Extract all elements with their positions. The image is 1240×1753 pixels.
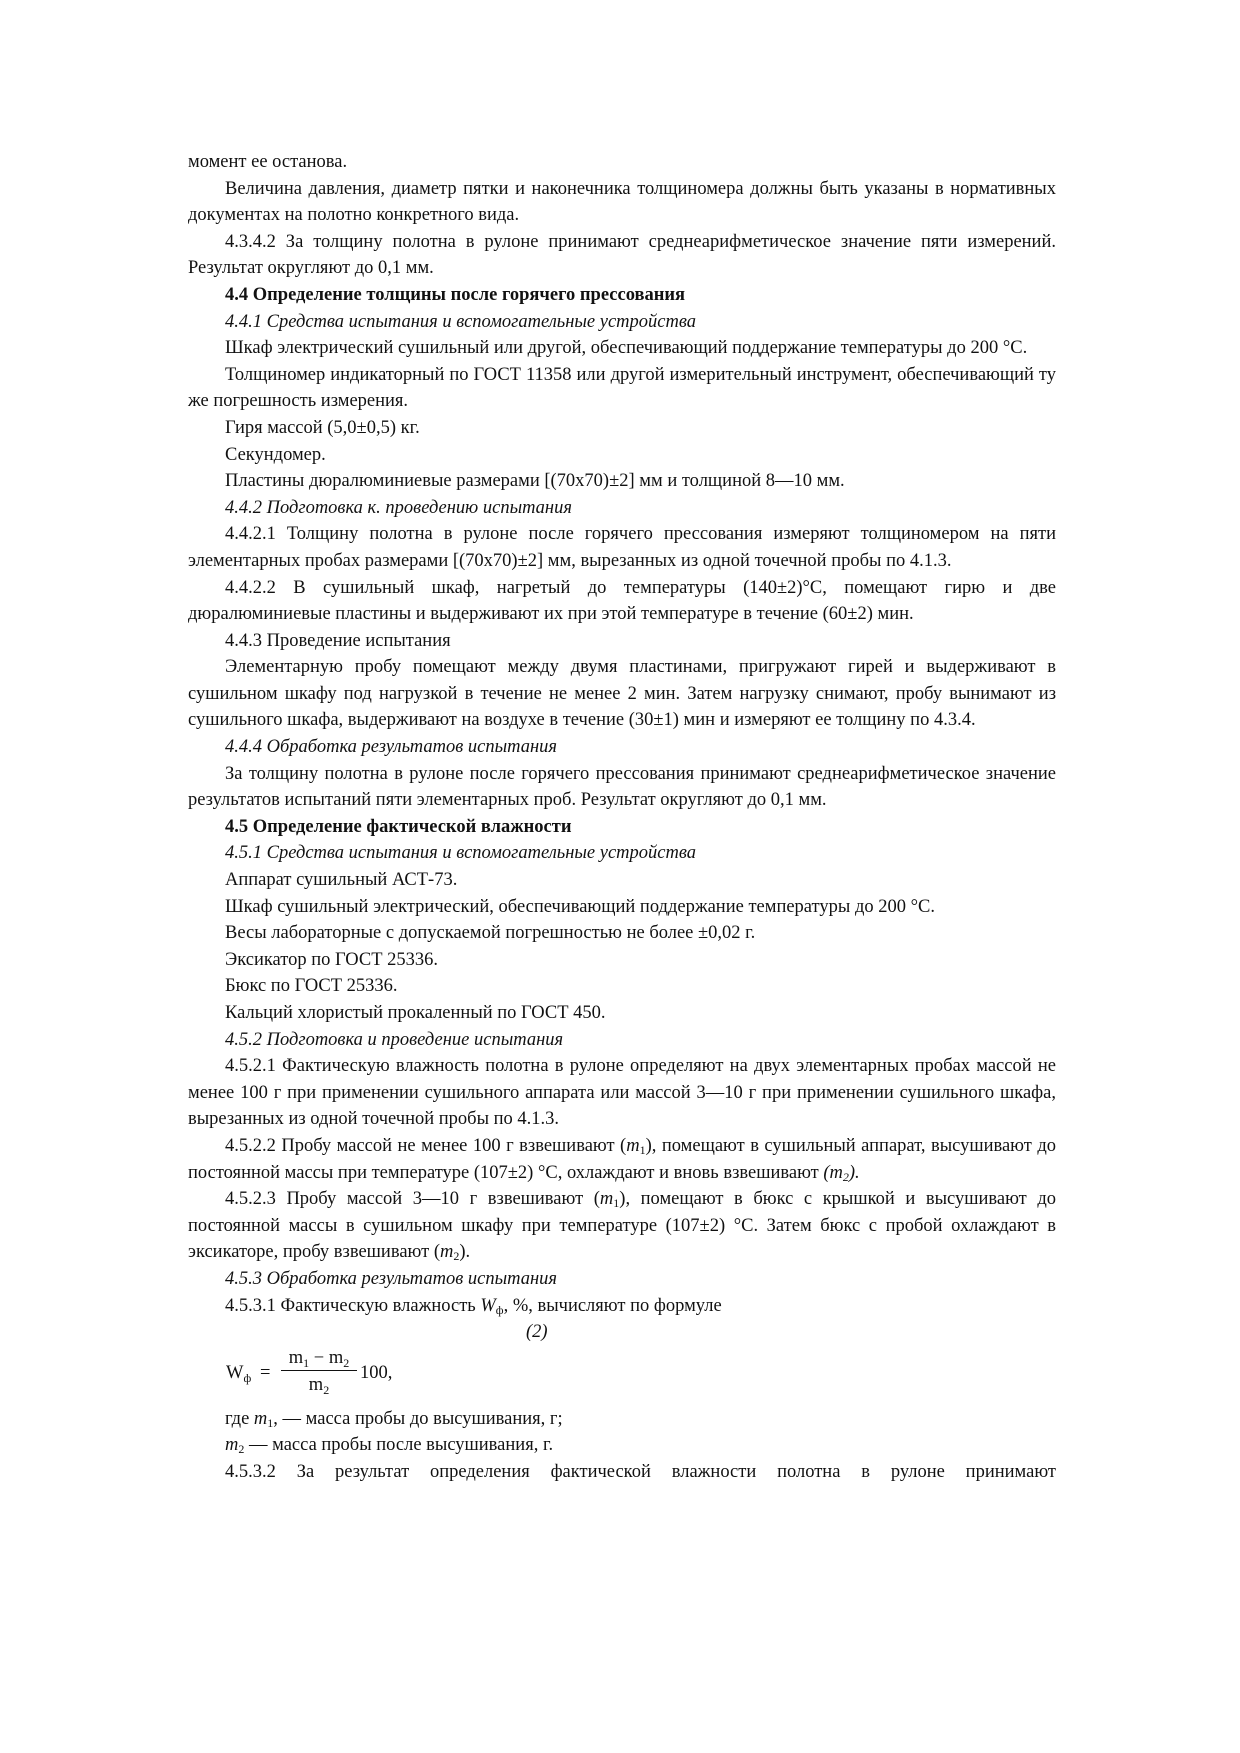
document-page	[188, 149, 1056, 1486]
subscript: 2	[323, 1382, 330, 1397]
clause-4-5-2-3	[188, 1186, 1056, 1266]
paragraph-continuation: момент ее останова.	[188, 152, 348, 172]
list-item-thickness-gauge: Толщиномер индикаторный по ГОСТ 11358 или другой измерительный инструмент, обеспечивающий ту же погрешность измерения.	[188, 364, 1056, 412]
clause-4-4-2-1: 4.4.2.1 Толщину полотна в рулоне после горячего прессования измеряют толщиномером на пяти элементарных пробах размерами [(70х70)±2] мм, вырезанных из одной точечной пробы по 4.1.3.	[188, 524, 1056, 571]
symbol-m: m	[599, 1189, 614, 1210]
text-run: , %, вычисляют по формуле	[503, 1295, 722, 1316]
text-run: где	[225, 1408, 254, 1429]
list-item-plates: Пластины дюралюминиевые размерами [(70х70)±2] мм и толщиной 8—10 мм.	[225, 471, 845, 492]
subscript: 1	[639, 1142, 646, 1157]
paragraph-test-procedure: Элементарную пробу помещают между двумя пластинами, пригружают гирей и выдерживают в сушильном шкафу под нагрузкой в течение не менее 2 мин. Затем нагрузку снимают, пробу вынимают из сушильного шкафа, выдерживают на воздухе в течение (30±1) мин и измеряют ее толщину по 4.3.4.	[188, 657, 1056, 731]
formula-legend-m2	[188, 1432, 1056, 1459]
symbol-m: m	[439, 1242, 454, 1263]
multiplier: 100,	[360, 1362, 393, 1383]
clause-4-5-2-2	[188, 1133, 1056, 1186]
section-heading-4-4: 4.4 Определение толщины после горячего прессования	[225, 284, 686, 305]
subscript: 2	[343, 1355, 350, 1370]
subsection-heading-4-4-1: 4.4.1 Средства испытания и вспомогательные устройства	[225, 311, 696, 332]
text-run: 4.5.2.3 Пробу массой 3—10 г взвешивают (	[225, 1189, 600, 1210]
subscript: 2	[453, 1249, 460, 1264]
text-run: , — масса пробы до высушивания, г;	[273, 1408, 563, 1429]
symbol-m: (m	[823, 1162, 843, 1183]
list-item-weighing-bottle: Бюкс по ГОСТ 25336.	[225, 976, 398, 997]
numerator	[281, 1346, 357, 1371]
subscript: 2	[238, 1442, 245, 1457]
list-item-weight: Гиря массой (5,0±0,5) кг.	[225, 417, 420, 438]
subsection-heading-4-4-2: 4.4.2 Подготовка к. проведению испытания	[225, 497, 572, 518]
list-item-calcium-chloride: Кальций хлористый прокаленный по ГОСТ 450.	[225, 1003, 606, 1023]
subscript: ф	[495, 1302, 504, 1317]
text-run: — масса пробы после высушивания, г.	[244, 1435, 554, 1456]
paragraph-pressure-note: Величина давления, диаметр пятки и наконечника толщиномера должны быть указаны в нормативных документах на полотно конкретного вида.	[188, 178, 1056, 226]
list-item-desiccator: Эксикатор по ГОСТ 25336.	[225, 949, 438, 970]
symbol-m: m	[328, 1347, 344, 1368]
fraction	[281, 1346, 357, 1399]
list-item-scales: Весы лабораторные с допускаемой погрешностью не более ±0,02 г.	[225, 923, 756, 944]
symbol-m: m	[308, 1374, 324, 1395]
clause-4-4-2-2: 4.4.2.2 В сушильный шкаф, нагретый до температуры (140±2)°С, помещают гирю и две дюралюминиевые пластины и выдерживают их при этой температуре в течение (60±2) мин.	[188, 577, 1056, 625]
equals-sign: =	[260, 1362, 271, 1383]
clause-4-5-3-2: 4.5.3.2 За результат определения фактической влажности полотна в рулоне принимают	[225, 1461, 1056, 1482]
text-run: ), помещают в сушильный аппарат, высушивают до постоянной массы при температуре (107±2) °С, охлаждают и вновь взвешивают	[188, 1135, 1057, 1183]
subscript: 1	[613, 1196, 620, 1211]
text-run: ).	[459, 1242, 471, 1263]
denominator	[281, 1371, 357, 1399]
clause-4-5-2-1: 4.5.2.1 Фактическую влажность полотна в рулоне определяют на двух элементарных пробах массой не менее 100 г при применении сушильного аппарата или массой 3—10 г при применении сушильного шкафа, вырезанных из одной точечной пробы по 4.1.3.	[188, 1056, 1056, 1130]
list-item-stopwatch: Секундомер.	[225, 444, 326, 465]
subscript: 1	[303, 1355, 310, 1370]
formula-lhs	[226, 1360, 251, 1387]
clause-4-5-3-1	[188, 1293, 1056, 1320]
symbol-w: W	[226, 1362, 244, 1383]
subscript: 1	[267, 1415, 274, 1430]
subsection-heading-4-5-3: 4.5.3 Обработка результатов испытания	[225, 1268, 557, 1289]
paragraph-result-processing: За толщину полотна в рулоне после горячего прессования принимают среднеарифметическое значение результатов испытаний пяти элементарных проб. Результат округляют до 0,1 мм.	[188, 763, 1056, 811]
list-item-drying-apparatus: Аппарат сушильный АСТ-73.	[225, 870, 458, 891]
subsection-heading-4-5-2: 4.5.2 Подготовка и проведение испытания	[225, 1029, 564, 1050]
text-run: 4.5.3.1 Фактическую влажность	[225, 1295, 481, 1316]
symbol-w: W	[480, 1295, 496, 1316]
minus-sign: −	[309, 1347, 329, 1368]
text-run: ), помещают в бюкс с крышкой и высушивают до постоянной массы в сушильном шкафу при температуре (107±2) °С. Затем бюкс с пробой охлаждают в эксикаторе, пробу взвешивают (	[188, 1189, 1056, 1263]
list-item-drying-cabinet: Шкаф электрический сушильный или другой, обеспечивающий поддержание температуры до 200 °С.	[225, 338, 1028, 359]
text-run: 4.5.2.2 Пробу массой не менее 100 г взвешивают (	[225, 1135, 627, 1156]
subsection-heading-4-4-4: 4.4.4 Обработка результатов испытания	[225, 737, 557, 758]
subscript: 2	[842, 1169, 849, 1184]
moisture-formula	[188, 1346, 1056, 1402]
list-item-electric-cabinet: Шкаф сушильный электрический, обеспечивающий поддержание температуры до 200 °С.	[225, 896, 935, 917]
symbol-m: m	[225, 1435, 239, 1456]
subsection-heading-4-5-1: 4.5.1 Средства испытания и вспомогательные устройства	[225, 843, 696, 864]
symbol-m: m	[288, 1347, 304, 1368]
clause-4-3-4-2: 4.3.4.2 За толщину полотна в рулоне принимают среднеарифметическое значение пяти измерений. Результат округляют до 0,1 мм.	[188, 231, 1056, 279]
equation-number: (2)	[526, 1322, 548, 1343]
symbol-m: m	[626, 1135, 640, 1156]
subscript: ф	[243, 1370, 252, 1385]
symbol-m: m	[253, 1408, 268, 1429]
formula-legend-m1	[188, 1406, 1056, 1433]
text-run: ).	[848, 1162, 860, 1183]
subsection-heading-4-4-3: 4.4.3 Проведение испытания	[225, 630, 451, 651]
section-heading-4-5: 4.5 Определение фактической влажности	[225, 816, 572, 837]
